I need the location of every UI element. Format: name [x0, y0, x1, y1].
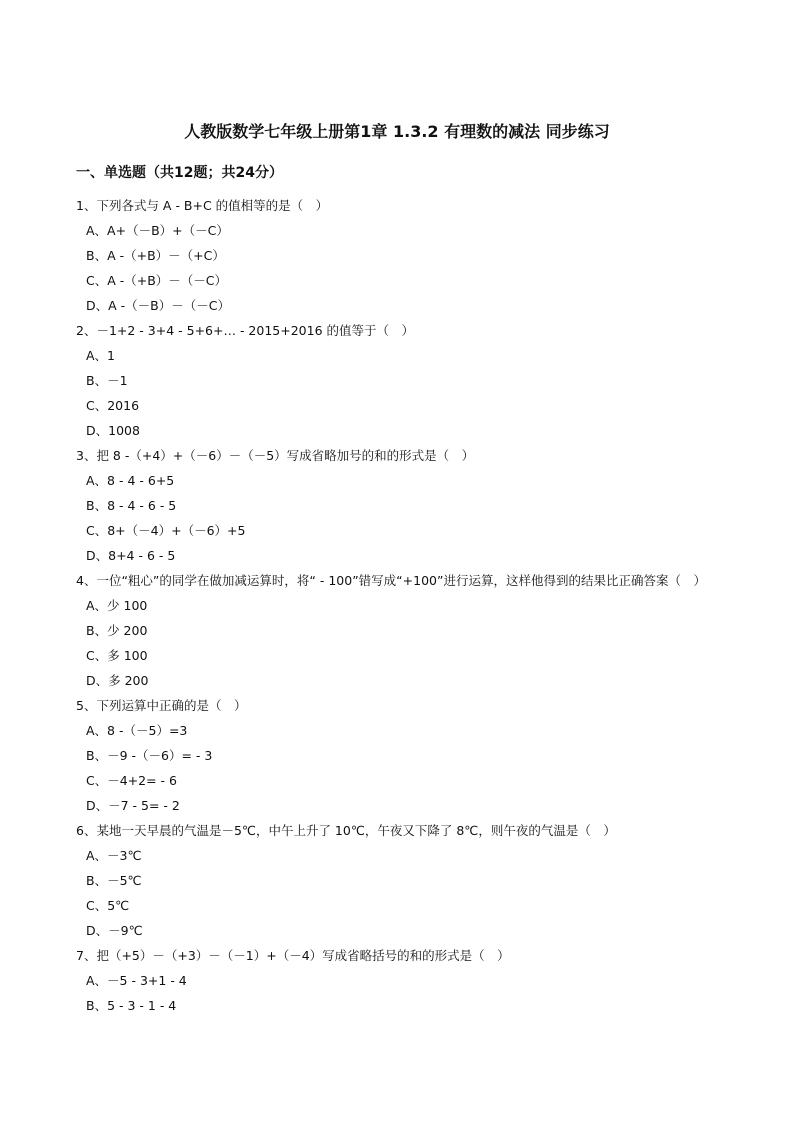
question-option: C、8+（－4）+（－6）+5 [86, 523, 246, 538]
question-7 [76, 943, 726, 1018]
question-option: C、5℃ [86, 898, 130, 913]
question-list [76, 193, 726, 1018]
question-option: B、－5℃ [86, 873, 142, 888]
question-option: B、－9 -（－6）= - 3 [86, 748, 213, 763]
question-stem: 3、把 8 -（+4）+（－6）－（－5）写成省略加号的和的形式是（ ） [76, 448, 475, 463]
question-option: C、A -（+B）－（－C） [86, 273, 228, 288]
question-stem: 4、一位“粗心”的同学在做加减运算时，将“ - 100”错写成“+100”进行运算，这样他得到的结果比正确答案（ ） [76, 573, 706, 588]
question-option: C、2016 [86, 398, 140, 413]
section-heading: 一、单选题（共12题；共24分） [76, 165, 283, 181]
question-option: A、－5 - 3+1 - 4 [86, 973, 187, 988]
question-option: B、－1 [86, 373, 128, 388]
question-option: B、5 - 3 - 1 - 4 [86, 998, 177, 1013]
question-option: A、8 - 4 - 6+5 [86, 473, 175, 488]
question-5 [76, 693, 726, 818]
question-option: B、8 - 4 - 6 - 5 [86, 498, 177, 513]
question-option: B、A -（+B）－（+C） [86, 248, 225, 263]
question-stem: 6、某地一天早晨的气温是－5℃，中午上升了 10℃，午夜又下降了 8℃，则午夜的气温是（ ） [76, 823, 616, 838]
question-option: A、A+（－B）+（－C） [86, 223, 229, 238]
question-option: C、多 100 [86, 648, 148, 663]
question-option: C、－4+2= - 6 [86, 773, 177, 788]
question-stem: 1、下列各式与 A - B+C 的值相等的是（ ） [76, 198, 329, 213]
question-option: D、－7 - 5= - 2 [86, 798, 180, 813]
question-4 [76, 568, 726, 693]
question-option: D、A -（－B）－（－C） [86, 298, 230, 313]
document-title: 人教版数学七年级上册第1章 1.3.2 有理数的减法 同步练习 [184, 122, 610, 141]
question-option: A、8 -（－5）=3 [86, 723, 188, 738]
question-option: D、1008 [86, 423, 140, 438]
question-stem: 2、－1+2 - 3+4 - 5+6+… - 2015+2016 的值等于（ ） [76, 323, 415, 338]
question-6 [76, 818, 726, 943]
question-stem: 5、下列运算中正确的是（ ） [76, 698, 247, 713]
question-option: A、1 [86, 348, 116, 363]
question-2 [76, 318, 726, 443]
question-1 [76, 193, 726, 318]
question-stem: 7、把（+5）－（+3）－（－1）+（－4）写成省略括号的和的形式是（ ） [76, 948, 510, 963]
question-3 [76, 443, 726, 568]
question-option: D、－9℃ [86, 923, 143, 938]
question-option: A、少 100 [86, 598, 148, 613]
question-option: D、8+4 - 6 - 5 [86, 548, 176, 563]
question-option: A、－3℃ [86, 848, 142, 863]
question-option: B、少 200 [86, 623, 148, 638]
question-option: D、多 200 [86, 673, 149, 688]
